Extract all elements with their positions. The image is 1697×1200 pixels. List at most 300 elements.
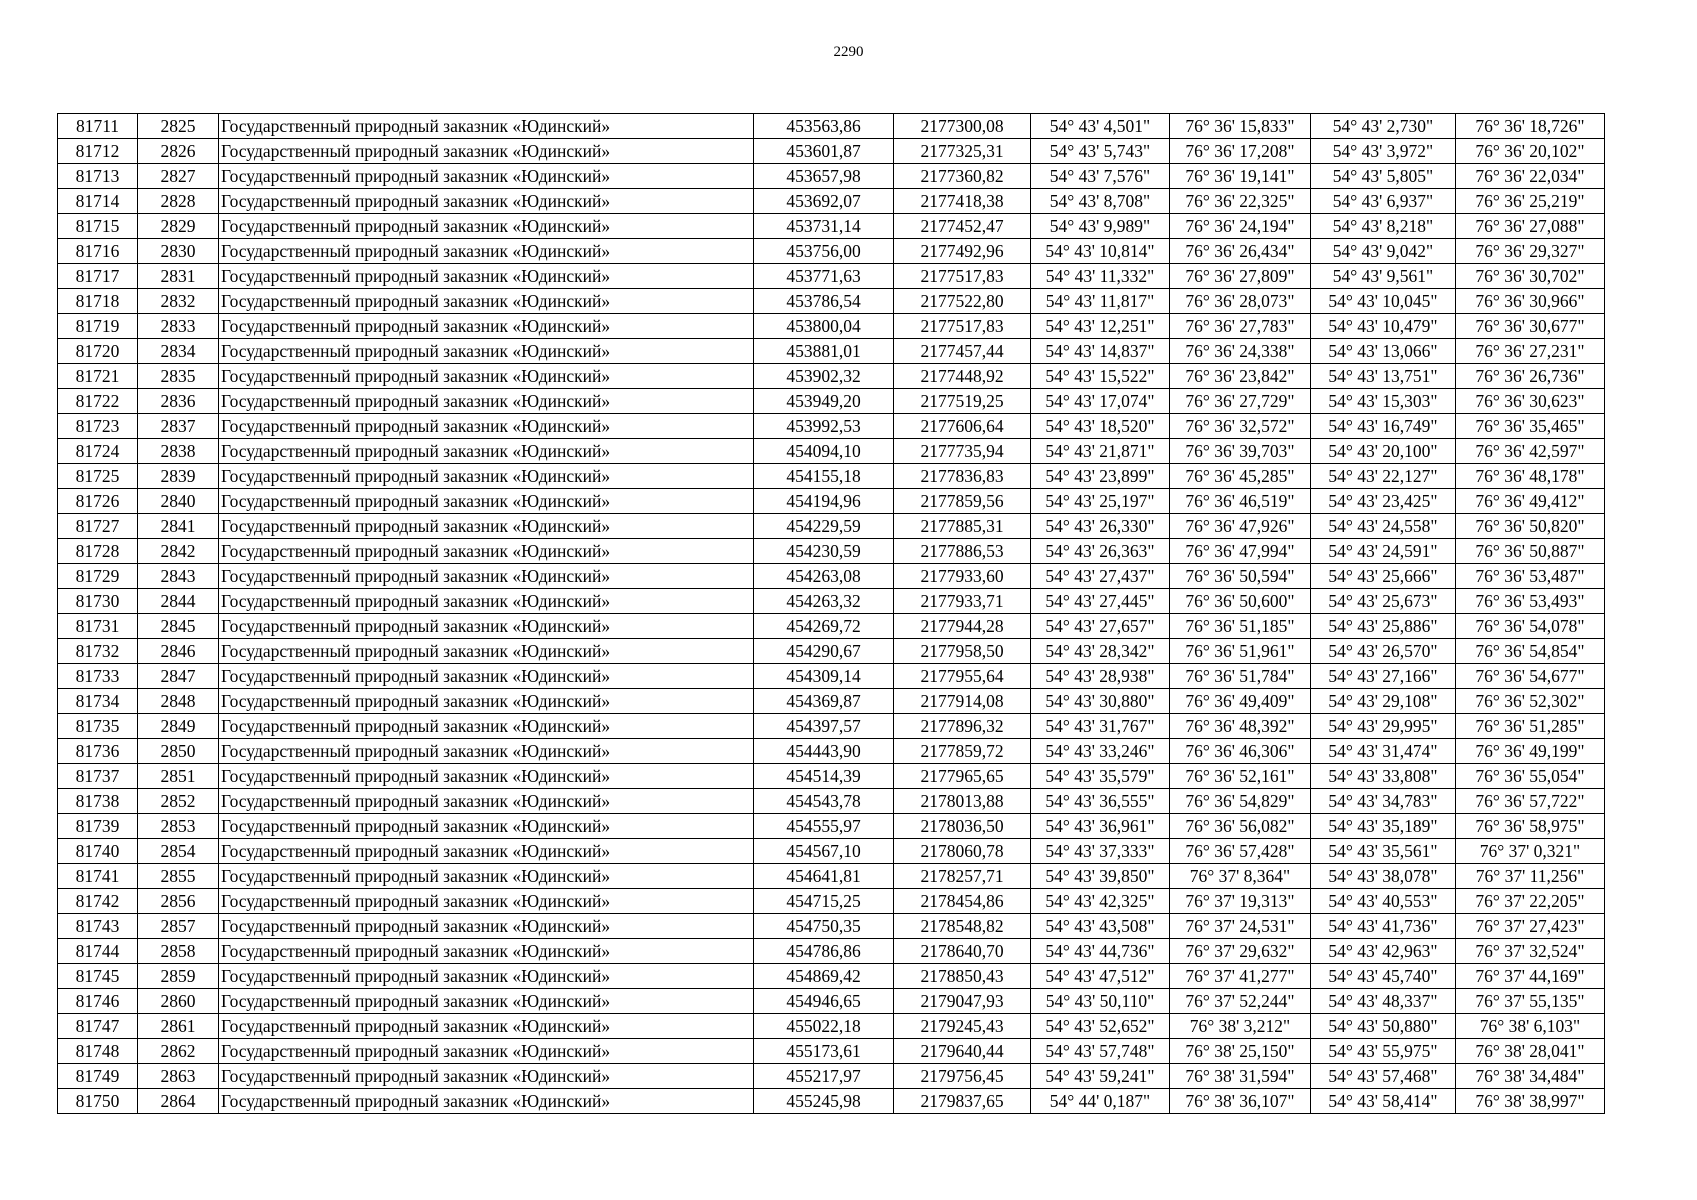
table-row	[58, 764, 1605, 789]
latitude-1-cell: 54° 43' 18,520"	[1031, 414, 1170, 439]
table-row	[58, 239, 1605, 264]
longitude-1-cell: 76° 36' 32,572"	[1170, 414, 1311, 439]
point-number-cell: 2850	[138, 739, 219, 764]
x-coordinate-cell: 454369,87	[754, 689, 894, 714]
territory-name-cell: Государственный природный заказник «Юдинский»	[219, 1064, 754, 1089]
longitude-1-cell: 76° 36' 27,809"	[1170, 264, 1311, 289]
table-row	[58, 339, 1605, 364]
row-number-cell: 81711	[58, 114, 138, 139]
x-coordinate-cell: 454567,10	[754, 839, 894, 864]
table-row	[58, 539, 1605, 564]
longitude-2-cell: 76° 37' 22,205"	[1456, 889, 1605, 914]
longitude-2-cell: 76° 36' 50,887"	[1456, 539, 1605, 564]
x-coordinate-cell: 453657,98	[754, 164, 894, 189]
latitude-2-cell: 54° 43' 25,673"	[1311, 589, 1456, 614]
table-row	[58, 414, 1605, 439]
longitude-2-cell: 76° 37' 0,321"	[1456, 839, 1605, 864]
longitude-2-cell: 76° 37' 44,169"	[1456, 964, 1605, 989]
row-number-cell: 81733	[58, 664, 138, 689]
y-coordinate-cell: 2177606,64	[894, 414, 1031, 439]
x-coordinate-cell: 454290,67	[754, 639, 894, 664]
longitude-1-cell: 76° 36' 48,392"	[1170, 714, 1311, 739]
longitude-2-cell: 76° 37' 55,135"	[1456, 989, 1605, 1014]
x-coordinate-cell: 455022,18	[754, 1014, 894, 1039]
territory-name-cell: Государственный природный заказник «Юдинский»	[219, 939, 754, 964]
territory-name-cell: Государственный природный заказник «Юдинский»	[219, 914, 754, 939]
y-coordinate-cell: 2177325,31	[894, 139, 1031, 164]
row-number-cell: 81740	[58, 839, 138, 864]
point-number-cell: 2834	[138, 339, 219, 364]
row-number-cell: 81742	[58, 889, 138, 914]
latitude-1-cell: 54° 43' 4,501"	[1031, 114, 1170, 139]
row-number-cell: 81713	[58, 164, 138, 189]
x-coordinate-cell: 453756,00	[754, 239, 894, 264]
territory-name-cell: Государственный природный заказник «Юдинский»	[219, 439, 754, 464]
y-coordinate-cell: 2178640,70	[894, 939, 1031, 964]
longitude-1-cell: 76° 37' 29,632"	[1170, 939, 1311, 964]
longitude-1-cell: 76° 36' 45,285"	[1170, 464, 1311, 489]
longitude-1-cell: 76° 36' 47,994"	[1170, 539, 1311, 564]
territory-name-cell: Государственный природный заказник «Юдинский»	[219, 1039, 754, 1064]
point-number-cell: 2853	[138, 814, 219, 839]
x-coordinate-cell: 453731,14	[754, 214, 894, 239]
longitude-2-cell: 76° 36' 18,726"	[1456, 114, 1605, 139]
latitude-1-cell: 54° 43' 5,743"	[1031, 139, 1170, 164]
x-coordinate-cell: 454641,81	[754, 864, 894, 889]
row-number-cell: 81723	[58, 414, 138, 439]
latitude-2-cell: 54° 43' 57,468"	[1311, 1064, 1456, 1089]
longitude-2-cell: 76° 36' 25,219"	[1456, 189, 1605, 214]
territory-name-cell: Государственный природный заказник «Юдинский»	[219, 964, 754, 989]
latitude-2-cell: 54° 43' 9,561"	[1311, 264, 1456, 289]
point-number-cell: 2842	[138, 539, 219, 564]
territory-name-cell: Государственный природный заказник «Юдинский»	[219, 864, 754, 889]
x-coordinate-cell: 454094,10	[754, 439, 894, 464]
y-coordinate-cell: 2178850,43	[894, 964, 1031, 989]
longitude-1-cell: 76° 36' 57,428"	[1170, 839, 1311, 864]
latitude-2-cell: 54° 43' 42,963"	[1311, 939, 1456, 964]
longitude-1-cell: 76° 36' 23,842"	[1170, 364, 1311, 389]
point-number-cell: 2849	[138, 714, 219, 739]
table-row	[58, 139, 1605, 164]
x-coordinate-cell: 453800,04	[754, 314, 894, 339]
latitude-2-cell: 54° 43' 35,561"	[1311, 839, 1456, 864]
table-row	[58, 889, 1605, 914]
point-number-cell: 2830	[138, 239, 219, 264]
table-row	[58, 114, 1605, 139]
point-number-cell: 2858	[138, 939, 219, 964]
point-number-cell: 2862	[138, 1039, 219, 1064]
table-row	[58, 589, 1605, 614]
latitude-2-cell: 54° 43' 50,880"	[1311, 1014, 1456, 1039]
longitude-1-cell: 76° 36' 26,434"	[1170, 239, 1311, 264]
longitude-2-cell: 76° 36' 30,623"	[1456, 389, 1605, 414]
row-number-cell: 81725	[58, 464, 138, 489]
latitude-2-cell: 54° 43' 33,808"	[1311, 764, 1456, 789]
longitude-2-cell: 76° 36' 26,736"	[1456, 364, 1605, 389]
point-number-cell: 2851	[138, 764, 219, 789]
point-number-cell: 2863	[138, 1064, 219, 1089]
y-coordinate-cell: 2177933,71	[894, 589, 1031, 614]
point-number-cell: 2860	[138, 989, 219, 1014]
territory-name-cell: Государственный природный заказник «Юдинский»	[219, 289, 754, 314]
latitude-2-cell: 54° 43' 58,414"	[1311, 1089, 1456, 1114]
row-number-cell: 81735	[58, 714, 138, 739]
latitude-2-cell: 54° 43' 25,886"	[1311, 614, 1456, 639]
table-row	[58, 839, 1605, 864]
point-number-cell: 2831	[138, 264, 219, 289]
longitude-2-cell: 76° 36' 48,178"	[1456, 464, 1605, 489]
territory-name-cell: Государственный природный заказник «Юдинский»	[219, 489, 754, 514]
latitude-2-cell: 54° 43' 55,975"	[1311, 1039, 1456, 1064]
row-number-cell: 81741	[58, 864, 138, 889]
point-number-cell: 2852	[138, 789, 219, 814]
latitude-2-cell: 54° 43' 10,479"	[1311, 314, 1456, 339]
territory-name-cell: Государственный природный заказник «Юдинский»	[219, 239, 754, 264]
table-row	[58, 814, 1605, 839]
table-body	[58, 114, 1605, 1114]
latitude-1-cell: 54° 43' 31,767"	[1031, 714, 1170, 739]
table-row	[58, 314, 1605, 339]
longitude-2-cell: 76° 36' 29,327"	[1456, 239, 1605, 264]
y-coordinate-cell: 2177735,94	[894, 439, 1031, 464]
x-coordinate-cell: 454750,35	[754, 914, 894, 939]
x-coordinate-cell: 454230,59	[754, 539, 894, 564]
longitude-2-cell: 76° 36' 53,487"	[1456, 564, 1605, 589]
longitude-2-cell: 76° 36' 50,820"	[1456, 514, 1605, 539]
row-number-cell: 81739	[58, 814, 138, 839]
longitude-1-cell: 76° 36' 50,594"	[1170, 564, 1311, 589]
row-number-cell: 81714	[58, 189, 138, 214]
longitude-2-cell: 76° 36' 58,975"	[1456, 814, 1605, 839]
latitude-1-cell: 54° 43' 35,579"	[1031, 764, 1170, 789]
longitude-2-cell: 76° 36' 27,088"	[1456, 214, 1605, 239]
latitude-1-cell: 54° 43' 23,899"	[1031, 464, 1170, 489]
latitude-2-cell: 54° 43' 15,303"	[1311, 389, 1456, 414]
latitude-1-cell: 54° 43' 43,508"	[1031, 914, 1170, 939]
point-number-cell: 2838	[138, 439, 219, 464]
longitude-2-cell: 76° 38' 34,484"	[1456, 1064, 1605, 1089]
y-coordinate-cell: 2177965,65	[894, 764, 1031, 789]
territory-name-cell: Государственный природный заказник «Юдинский»	[219, 1014, 754, 1039]
latitude-1-cell: 54° 43' 10,814"	[1031, 239, 1170, 264]
latitude-2-cell: 54° 43' 9,042"	[1311, 239, 1456, 264]
latitude-2-cell: 54° 43' 45,740"	[1311, 964, 1456, 989]
table-row	[58, 739, 1605, 764]
row-number-cell: 81718	[58, 289, 138, 314]
territory-name-cell: Государственный природный заказник «Юдинский»	[219, 514, 754, 539]
latitude-2-cell: 54° 43' 35,189"	[1311, 814, 1456, 839]
y-coordinate-cell: 2177914,08	[894, 689, 1031, 714]
x-coordinate-cell: 454269,72	[754, 614, 894, 639]
territory-name-cell: Государственный природный заказник «Юдинский»	[219, 889, 754, 914]
latitude-2-cell: 54° 43' 13,751"	[1311, 364, 1456, 389]
y-coordinate-cell: 2177457,44	[894, 339, 1031, 364]
longitude-1-cell: 76° 36' 22,325"	[1170, 189, 1311, 214]
latitude-1-cell: 54° 43' 50,110"	[1031, 989, 1170, 1014]
row-number-cell: 81730	[58, 589, 138, 614]
latitude-1-cell: 54° 43' 47,512"	[1031, 964, 1170, 989]
row-number-cell: 81732	[58, 639, 138, 664]
latitude-1-cell: 54° 43' 12,251"	[1031, 314, 1170, 339]
longitude-1-cell: 76° 37' 52,244"	[1170, 989, 1311, 1014]
y-coordinate-cell: 2178548,82	[894, 914, 1031, 939]
latitude-2-cell: 54° 43' 41,736"	[1311, 914, 1456, 939]
y-coordinate-cell: 2179245,43	[894, 1014, 1031, 1039]
latitude-1-cell: 54° 43' 25,197"	[1031, 489, 1170, 514]
y-coordinate-cell: 2179047,93	[894, 989, 1031, 1014]
longitude-1-cell: 76° 38' 3,212"	[1170, 1014, 1311, 1039]
longitude-2-cell: 76° 36' 54,677"	[1456, 664, 1605, 689]
territory-name-cell: Государственный природный заказник «Юдинский»	[219, 414, 754, 439]
territory-name-cell: Государственный природный заказник «Юдинский»	[219, 539, 754, 564]
x-coordinate-cell: 454715,25	[754, 889, 894, 914]
longitude-2-cell: 76° 36' 30,677"	[1456, 314, 1605, 339]
longitude-2-cell: 76° 36' 57,722"	[1456, 789, 1605, 814]
row-number-cell: 81727	[58, 514, 138, 539]
y-coordinate-cell: 2178013,88	[894, 789, 1031, 814]
point-number-cell: 2826	[138, 139, 219, 164]
territory-name-cell: Государственный природный заказник «Юдинский»	[219, 464, 754, 489]
x-coordinate-cell: 454555,97	[754, 814, 894, 839]
latitude-2-cell: 54° 43' 38,078"	[1311, 864, 1456, 889]
row-number-cell: 81716	[58, 239, 138, 264]
x-coordinate-cell: 454229,59	[754, 514, 894, 539]
point-number-cell: 2832	[138, 289, 219, 314]
row-number-cell: 81712	[58, 139, 138, 164]
table-row	[58, 989, 1605, 1014]
y-coordinate-cell: 2177522,80	[894, 289, 1031, 314]
longitude-1-cell: 76° 37' 8,364"	[1170, 864, 1311, 889]
territory-name-cell: Государственный природный заказник «Юдинский»	[219, 664, 754, 689]
longitude-2-cell: 76° 37' 32,524"	[1456, 939, 1605, 964]
row-number-cell: 81749	[58, 1064, 138, 1089]
row-number-cell: 81736	[58, 739, 138, 764]
longitude-1-cell: 76° 36' 49,409"	[1170, 689, 1311, 714]
latitude-1-cell: 54° 43' 17,074"	[1031, 389, 1170, 414]
territory-name-cell: Государственный природный заказник «Юдинский»	[219, 764, 754, 789]
x-coordinate-cell: 454946,65	[754, 989, 894, 1014]
y-coordinate-cell: 2177896,32	[894, 714, 1031, 739]
latitude-2-cell: 54° 43' 27,166"	[1311, 664, 1456, 689]
y-coordinate-cell: 2177955,64	[894, 664, 1031, 689]
y-coordinate-cell: 2177418,38	[894, 189, 1031, 214]
territory-name-cell: Государственный природный заказник «Юдинский»	[219, 164, 754, 189]
x-coordinate-cell: 453601,87	[754, 139, 894, 164]
x-coordinate-cell: 454543,78	[754, 789, 894, 814]
point-number-cell: 2836	[138, 389, 219, 414]
point-number-cell: 2864	[138, 1089, 219, 1114]
latitude-2-cell: 54° 43' 34,783"	[1311, 789, 1456, 814]
row-number-cell: 81744	[58, 939, 138, 964]
table-row	[58, 1039, 1605, 1064]
table-row	[58, 439, 1605, 464]
table-row	[58, 264, 1605, 289]
territory-name-cell: Государственный природный заказник «Юдинский»	[219, 189, 754, 214]
point-number-cell: 2848	[138, 689, 219, 714]
x-coordinate-cell: 454869,42	[754, 964, 894, 989]
latitude-2-cell: 54° 43' 26,570"	[1311, 639, 1456, 664]
row-number-cell: 81726	[58, 489, 138, 514]
longitude-1-cell: 76° 36' 24,194"	[1170, 214, 1311, 239]
longitude-1-cell: 76° 36' 24,338"	[1170, 339, 1311, 364]
page-number: 2290	[833, 44, 864, 60]
row-number-cell: 81728	[58, 539, 138, 564]
y-coordinate-cell: 2177885,31	[894, 514, 1031, 539]
longitude-2-cell: 76° 36' 42,597"	[1456, 439, 1605, 464]
territory-name-cell: Государственный природный заказник «Юдинский»	[219, 264, 754, 289]
latitude-2-cell: 54° 43' 6,937"	[1311, 189, 1456, 214]
territory-name-cell: Государственный природный заказник «Юдинский»	[219, 214, 754, 239]
x-coordinate-cell: 454786,86	[754, 939, 894, 964]
point-number-cell: 2839	[138, 464, 219, 489]
point-number-cell: 2833	[138, 314, 219, 339]
row-number-cell: 81722	[58, 389, 138, 414]
point-number-cell: 2856	[138, 889, 219, 914]
longitude-2-cell: 76° 36' 20,102"	[1456, 139, 1605, 164]
x-coordinate-cell: 454397,57	[754, 714, 894, 739]
x-coordinate-cell: 454514,39	[754, 764, 894, 789]
latitude-1-cell: 54° 43' 59,241"	[1031, 1064, 1170, 1089]
point-number-cell: 2855	[138, 864, 219, 889]
territory-name-cell: Государственный природный заказник «Юдинский»	[219, 814, 754, 839]
y-coordinate-cell: 2178036,50	[894, 814, 1031, 839]
table-row	[58, 489, 1605, 514]
latitude-1-cell: 54° 43' 11,332"	[1031, 264, 1170, 289]
table-row	[58, 1089, 1605, 1114]
row-number-cell: 81745	[58, 964, 138, 989]
longitude-1-cell: 76° 36' 46,519"	[1170, 489, 1311, 514]
longitude-2-cell: 76° 36' 52,302"	[1456, 689, 1605, 714]
y-coordinate-cell: 2177517,83	[894, 264, 1031, 289]
x-coordinate-cell: 455217,97	[754, 1064, 894, 1089]
longitude-1-cell: 76° 37' 24,531"	[1170, 914, 1311, 939]
x-coordinate-cell: 454263,32	[754, 589, 894, 614]
longitude-2-cell: 76° 36' 54,854"	[1456, 639, 1605, 664]
table-row	[58, 1064, 1605, 1089]
row-number-cell: 81719	[58, 314, 138, 339]
longitude-1-cell: 76° 36' 54,829"	[1170, 789, 1311, 814]
point-number-cell: 2844	[138, 589, 219, 614]
x-coordinate-cell: 453786,54	[754, 289, 894, 314]
table-row	[58, 564, 1605, 589]
point-number-cell: 2857	[138, 914, 219, 939]
latitude-1-cell: 54° 43' 57,748"	[1031, 1039, 1170, 1064]
coordinates-table	[57, 113, 1605, 1114]
x-coordinate-cell: 454309,14	[754, 664, 894, 689]
latitude-1-cell: 54° 43' 30,880"	[1031, 689, 1170, 714]
longitude-1-cell: 76° 36' 46,306"	[1170, 739, 1311, 764]
latitude-2-cell: 54° 43' 22,127"	[1311, 464, 1456, 489]
table-row	[58, 964, 1605, 989]
latitude-2-cell: 54° 43' 23,425"	[1311, 489, 1456, 514]
longitude-2-cell: 76° 36' 49,199"	[1456, 739, 1605, 764]
latitude-1-cell: 54° 43' 11,817"	[1031, 289, 1170, 314]
y-coordinate-cell: 2177859,56	[894, 489, 1031, 514]
point-number-cell: 2835	[138, 364, 219, 389]
table-row	[58, 189, 1605, 214]
point-number-cell: 2859	[138, 964, 219, 989]
table-row	[58, 364, 1605, 389]
y-coordinate-cell: 2177452,47	[894, 214, 1031, 239]
point-number-cell: 2845	[138, 614, 219, 639]
latitude-2-cell: 54° 43' 3,972"	[1311, 139, 1456, 164]
latitude-2-cell: 54° 43' 40,553"	[1311, 889, 1456, 914]
point-number-cell: 2837	[138, 414, 219, 439]
row-number-cell: 81738	[58, 789, 138, 814]
row-number-cell: 81734	[58, 689, 138, 714]
latitude-1-cell: 54° 43' 36,961"	[1031, 814, 1170, 839]
row-number-cell: 81721	[58, 364, 138, 389]
latitude-1-cell: 54° 43' 21,871"	[1031, 439, 1170, 464]
y-coordinate-cell: 2177836,83	[894, 464, 1031, 489]
latitude-1-cell: 54° 43' 9,989"	[1031, 214, 1170, 239]
point-number-cell: 2861	[138, 1014, 219, 1039]
point-number-cell: 2843	[138, 564, 219, 589]
territory-name-cell: Государственный природный заказник «Юдинский»	[219, 989, 754, 1014]
territory-name-cell: Государственный природный заказник «Юдинский»	[219, 364, 754, 389]
row-number-cell: 81720	[58, 339, 138, 364]
row-number-cell: 81747	[58, 1014, 138, 1039]
y-coordinate-cell: 2178060,78	[894, 839, 1031, 864]
table-row	[58, 214, 1605, 239]
row-number-cell: 81750	[58, 1089, 138, 1114]
x-coordinate-cell: 455173,61	[754, 1039, 894, 1064]
latitude-2-cell: 54° 43' 8,218"	[1311, 214, 1456, 239]
territory-name-cell: Государственный природный заказник «Юдинский»	[219, 339, 754, 364]
latitude-1-cell: 54° 43' 15,522"	[1031, 364, 1170, 389]
longitude-1-cell: 76° 36' 39,703"	[1170, 439, 1311, 464]
longitude-1-cell: 76° 36' 17,208"	[1170, 139, 1311, 164]
latitude-1-cell: 54° 43' 36,555"	[1031, 789, 1170, 814]
longitude-1-cell: 76° 36' 47,926"	[1170, 514, 1311, 539]
table-row	[58, 914, 1605, 939]
longitude-1-cell: 76° 36' 51,784"	[1170, 664, 1311, 689]
table-row	[58, 464, 1605, 489]
x-coordinate-cell: 453992,53	[754, 414, 894, 439]
row-number-cell: 81737	[58, 764, 138, 789]
point-number-cell: 2854	[138, 839, 219, 864]
longitude-1-cell: 76° 36' 51,185"	[1170, 614, 1311, 639]
longitude-1-cell: 76° 37' 41,277"	[1170, 964, 1311, 989]
territory-name-cell: Государственный природный заказник «Юдинский»	[219, 614, 754, 639]
latitude-1-cell: 54° 43' 26,363"	[1031, 539, 1170, 564]
y-coordinate-cell: 2179837,65	[894, 1089, 1031, 1114]
point-number-cell: 2847	[138, 664, 219, 689]
y-coordinate-cell: 2177448,92	[894, 364, 1031, 389]
territory-name-cell: Государственный природный заказник «Юдинский»	[219, 1089, 754, 1114]
y-coordinate-cell: 2177360,82	[894, 164, 1031, 189]
latitude-1-cell: 54° 43' 28,938"	[1031, 664, 1170, 689]
table-row	[58, 714, 1605, 739]
territory-name-cell: Государственный природный заказник «Юдинский»	[219, 639, 754, 664]
y-coordinate-cell: 2177933,60	[894, 564, 1031, 589]
latitude-2-cell: 54° 43' 2,730"	[1311, 114, 1456, 139]
longitude-1-cell: 76° 36' 27,729"	[1170, 389, 1311, 414]
table-row	[58, 514, 1605, 539]
point-number-cell: 2825	[138, 114, 219, 139]
latitude-2-cell: 54° 43' 5,805"	[1311, 164, 1456, 189]
y-coordinate-cell: 2178454,86	[894, 889, 1031, 914]
territory-name-cell: Государственный природный заказник «Юдинский»	[219, 389, 754, 414]
longitude-2-cell: 76° 36' 30,702"	[1456, 264, 1605, 289]
y-coordinate-cell: 2177958,50	[894, 639, 1031, 664]
y-coordinate-cell: 2177859,72	[894, 739, 1031, 764]
table-row	[58, 939, 1605, 964]
longitude-2-cell: 76° 36' 51,285"	[1456, 714, 1605, 739]
latitude-2-cell: 54° 43' 13,066"	[1311, 339, 1456, 364]
longitude-1-cell: 76° 36' 52,161"	[1170, 764, 1311, 789]
